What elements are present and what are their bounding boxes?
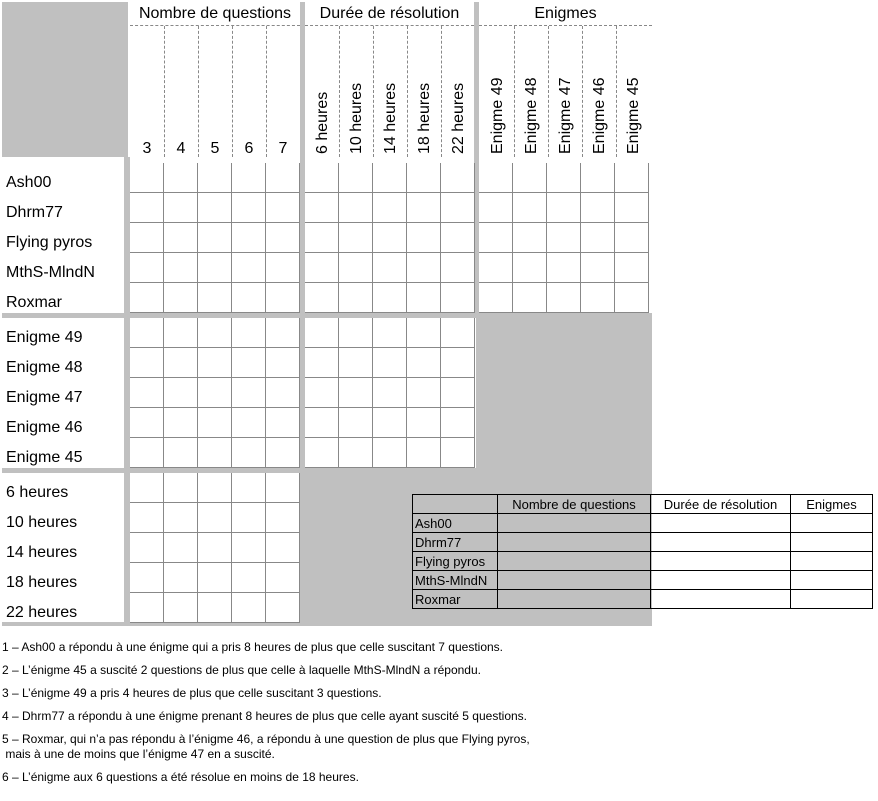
row-label-mths-mlndn: MthS-MlndN: [6, 264, 95, 281]
header-col-line: [232, 26, 233, 157]
corner-block: [2, 2, 128, 157]
header-question-3: 3: [142, 140, 152, 157]
header-col-line: [266, 26, 267, 157]
summary-cell[interactable]: [651, 590, 791, 609]
grid-durations-questions[interactable]: [130, 473, 300, 623]
summary-cell[interactable]: [651, 533, 791, 552]
summary-row-label: Flying pyros: [413, 552, 498, 571]
summary-cell[interactable]: [498, 552, 651, 571]
header-col-line: [548, 26, 549, 157]
summary-corner: [413, 495, 498, 514]
clue-6: 6 – L’énigme aux 6 questions a été résolue en moins de 18 heures.: [2, 770, 359, 784]
header-duration-18: 18 heures: [416, 82, 433, 154]
header-enigme-45: Enigme 45: [625, 77, 642, 154]
header-duration-6: 6 heures: [314, 91, 331, 154]
row-label-18-heures: 18 heures: [6, 574, 78, 591]
summary-row-label: Ash00: [413, 514, 498, 533]
summary-header-enigmes: Enigmes: [791, 495, 873, 514]
row-label-ash00: Ash00: [6, 174, 52, 191]
header-col-line: [441, 26, 442, 157]
clue-2: 2 – L’énigme 45 a suscité 2 questions de plus que celle à laquelle MthS-MlndN a répondu.: [2, 663, 481, 677]
header-duration-14: 14 heures: [382, 82, 399, 154]
row-label-flying-pyros: Flying pyros: [6, 234, 93, 251]
summary-header-questions: Nombre de questions: [498, 495, 651, 514]
summary-cell[interactable]: [791, 552, 873, 571]
header-col-line: [514, 26, 515, 157]
summary-cell[interactable]: [791, 514, 873, 533]
row-label-6-heures: 6 heures: [6, 484, 69, 501]
summary-header-duration: Durée de résolution: [651, 495, 791, 514]
clue-4: 4 – Dhrm77 a répondu à une énigme prenant 8 heures de plus que celle ayant suscité 5 questions.: [2, 709, 528, 723]
summary-cell[interactable]: [498, 590, 651, 609]
row-label-dhrm77: Dhrm77: [6, 204, 63, 221]
header-group-questions: Nombre de questions: [130, 2, 300, 26]
header-col-line: [582, 26, 583, 157]
clue-1: 1 – Ash00 a répondu à une énigme qui a pris 8 heures de plus que celle suscitant 7 questions.: [2, 640, 504, 654]
summary-cell[interactable]: [498, 571, 651, 590]
summary-row-label: Dhrm77: [413, 533, 498, 552]
header-enigme-46: Enigme 46: [591, 77, 608, 154]
row-label-enigme-49: Enigme 49: [6, 329, 83, 346]
row-label-enigme-45: Enigme 45: [6, 449, 83, 466]
header-question-7: 7: [278, 140, 288, 157]
empty-block-enigmes-enigmes: [476, 313, 652, 473]
header-enigme-49: Enigme 49: [489, 77, 506, 154]
summary-row-label: Roxmar: [413, 590, 498, 609]
header-col-line: [198, 26, 199, 157]
grid-players-questions[interactable]: [130, 163, 300, 313]
header-col-line: [373, 26, 374, 157]
summary-table: [412, 494, 873, 609]
grid-enigmes-durations[interactable]: [305, 318, 475, 468]
summary-cell[interactable]: [791, 590, 873, 609]
header-col-line: [339, 26, 340, 157]
clue-3: 3 – L’énigme 49 a pris 4 heures de plus que celle suscitant 3 questions.: [2, 686, 382, 700]
row-label-roxmar: Roxmar: [6, 294, 63, 311]
row-label-22-heures: 22 heures: [6, 604, 78, 621]
row-label-enigme-46: Enigme 46: [6, 419, 83, 436]
summary-cell[interactable]: [791, 533, 873, 552]
grid-players-enigmes[interactable]: [479, 163, 649, 313]
header-col-line: [616, 26, 617, 157]
summary-cell[interactable]: [651, 514, 791, 533]
row-label-enigme-48: Enigme 48: [6, 359, 83, 376]
summary-cell[interactable]: [791, 571, 873, 590]
header-enigme-48: Enigme 48: [523, 77, 540, 154]
header-duration-22: 22 heures: [450, 82, 467, 154]
summary-cell[interactable]: [651, 571, 791, 590]
clue-5: 5 – Roxmar, qui n’a pas répondu à l’énigme 46, a répondu à une question de plus que Flying pyros,: [2, 732, 530, 746]
header-question-6: 6: [244, 140, 254, 157]
header-duration-10: 10 heures: [348, 82, 365, 154]
header-col-line: [164, 26, 165, 157]
row-label-14-heures: 14 heures: [6, 544, 78, 561]
row-label-10-heures: 10 heures: [6, 514, 78, 531]
summary-row-label: MthS-MlndN: [413, 571, 498, 590]
grid-enigmes-questions[interactable]: [130, 318, 300, 468]
summary-cell[interactable]: [651, 552, 791, 571]
header-question-4: 4: [176, 140, 186, 157]
header-question-5: 5: [210, 140, 220, 157]
header-group-duration: Durée de résolution: [305, 2, 474, 26]
clue-5-continued: mais à une de moins que l’énigme 47 en a suscité.: [2, 747, 275, 761]
bottom-bar: [2, 622, 652, 626]
grid-players-durations[interactable]: [305, 163, 475, 313]
summary-cell[interactable]: [498, 533, 651, 552]
row-label-enigme-47: Enigme 47: [6, 389, 83, 406]
header-col-line: [407, 26, 408, 157]
header-enigme-47: Enigme 47: [557, 77, 574, 154]
header-group-enigmes: Enigmes: [479, 2, 652, 26]
summary-cell[interactable]: [498, 514, 651, 533]
